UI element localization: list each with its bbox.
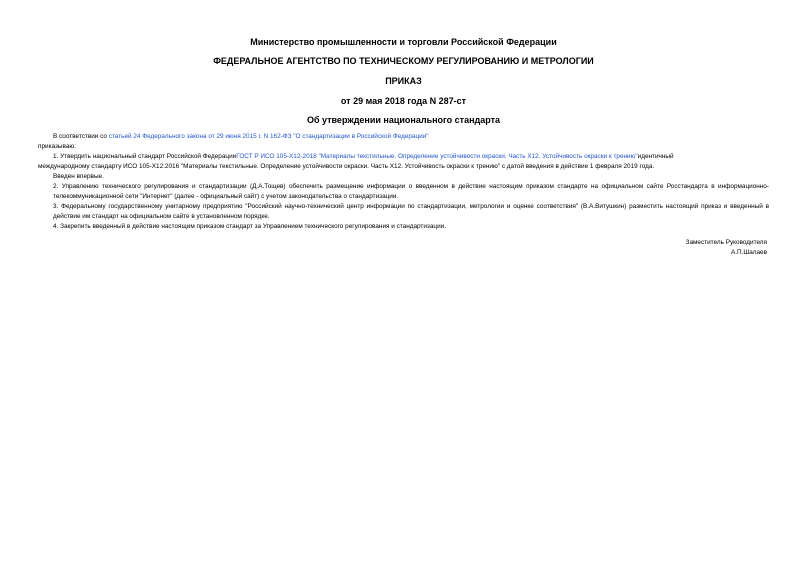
federal-law-link[interactable]: статьей 24 Федерального закона от 29 июня 2015 г. N 162-ФЗ "О стандартизации в Российской Федерации" (108, 133, 429, 140)
document-type-heading: ПРИКАЗ (385, 76, 422, 86)
item-2-paragraph: 2. Управлению технического регулирования и стандартизации (Д.А.Тощев) обеспечить размещение информации о введенном в действие настоящим приказом стандарте на официальном сайте Росстандарта в информационно-телекоммуникационной сети "Интернет" (далее - официальный сайт) с учетом законодательства о стандартизации. (53, 183, 769, 200)
item-1-line-2: международному стандарту ИСО 105-X12:2016 "Материалы текстильные. Определение устойчивости окраски. Часть X12. Устойчивость окраски к трению" с датой введения в действие 1 февраля 2019 года. (38, 163, 655, 170)
agency-heading: ФЕДЕРАЛЬНОЕ АГЕНТСТВО ПО ТЕХНИЧЕСКОМУ РЕГУЛИРОВАНИЮ И МЕТРОЛОГИИ (213, 56, 594, 66)
preamble-ending: приказываю: (38, 143, 76, 150)
preamble-prefix: В соответствии со (53, 133, 109, 140)
signature-position: Заместитель Руководителя (685, 239, 767, 246)
item-1-prefix: 1. Утвердить национальный стандарт Российской Федерации (53, 153, 237, 160)
document-body (38, 132, 769, 232)
preamble-paragraph (38, 132, 769, 142)
introduced-note: Введен впервые. (53, 173, 104, 180)
item-4-paragraph: 4. Закрепить введенный в действие настоящим приказом стандарт за Управлением технического регулирования и стандартизации. (53, 223, 446, 230)
item-1-suffix: идентичный (637, 153, 674, 160)
item-1-line-1 (38, 152, 769, 162)
ministry-heading: Министерство промышленности и торговли Российской Федерации (250, 37, 557, 47)
date-number-heading: от 29 мая 2018 года N 287-ст (340, 96, 467, 106)
subject-heading: Об утверждении национального стандарта (306, 115, 501, 125)
standard-link[interactable]: ГОСТ Р ИСО 105-X12-2018 "Материалы текстильные. Определение устойчивости окраски. Часть X12. Устойчивость окраски к трению" (236, 153, 638, 160)
item-3-paragraph: 3. Федеральному государственному унитарному предприятию "Российский научно-технический центр информации по стандартизации, метрологии и оценке соответствия" (В.А.Витушкин) разместить настоящий приказ и введенный в действие им стандарт на официальном сайте в установленном порядке. (53, 203, 769, 220)
signature-name: А.П.Шалаев (730, 249, 767, 256)
